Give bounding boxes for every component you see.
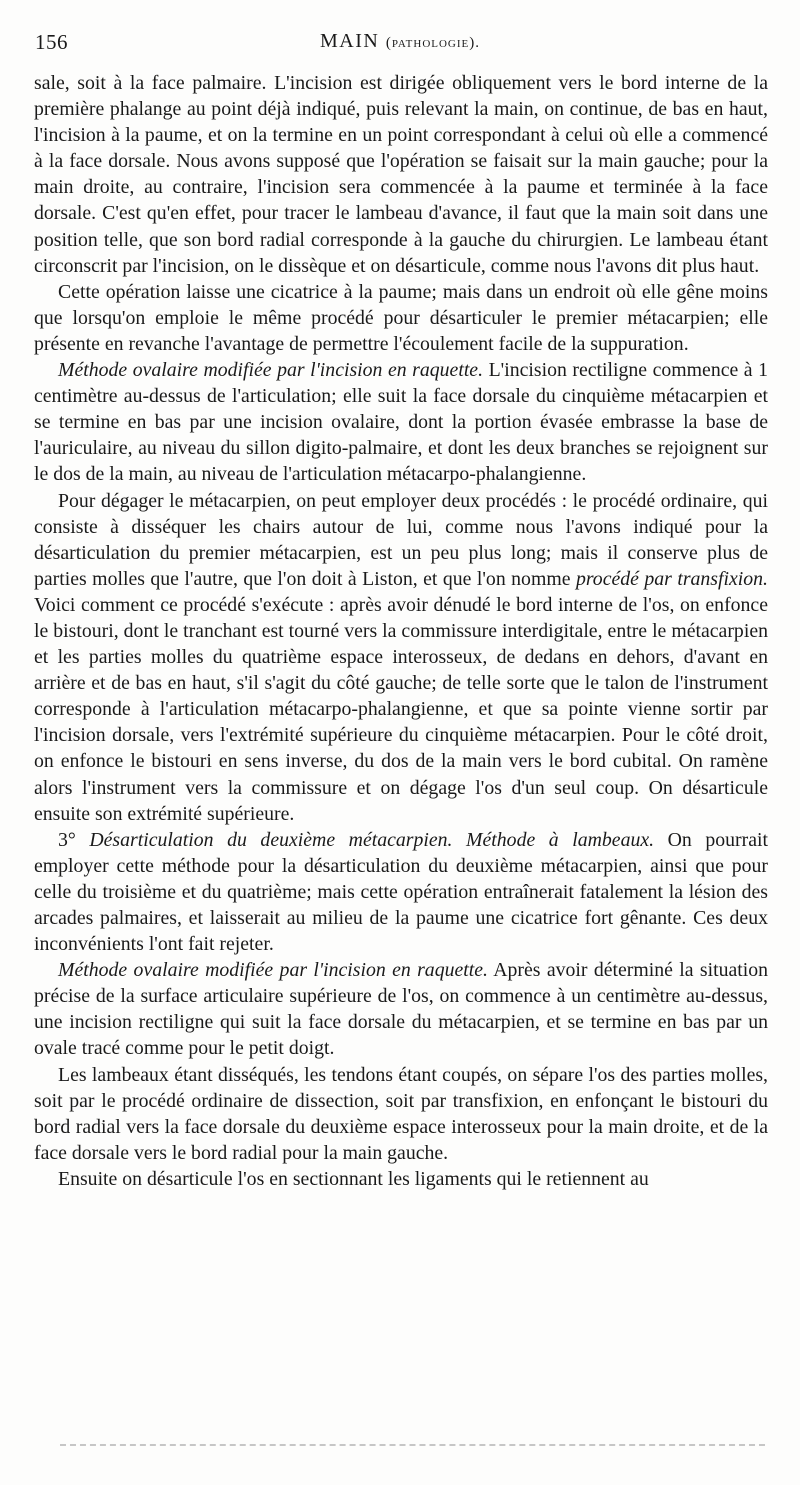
paragraph bbox=[34, 1166, 768, 1192]
page-header bbox=[35, 30, 765, 56]
italic-run: Désarticulation du deuxième métacarpien. Méthode à lambeaux. bbox=[89, 828, 655, 851]
text-run: Après avoir déterminé la situation précise de la surface articulaire supérieure de l'os, on commence à un centimètre au-dessus, une incision rectiligne qui suit la face dorsale du métacarpien, et se termine en bas par un ovale tracé comme pour le petit doigt. bbox=[34, 959, 769, 1060]
paragraph bbox=[34, 488, 768, 827]
paragraph bbox=[34, 279, 768, 357]
text-run: Les lambeaux étant disséqués, les tendons étant coupés, on sépare l'os des parties molles, soit par le procédé ordinaire de dissection, soit par transfixion, en enfonçant le bistouri du bord radial vers la face dorsale du deuxième espace interosseux pour la main droite, et de la face dorsale vers le bord radial pour la main gauche. bbox=[34, 1063, 768, 1164]
paragraph bbox=[34, 827, 768, 957]
body-text bbox=[34, 70, 768, 1192]
text-run: Cette opération laisse une cicatrice à la paume; mais dans un endroit où elle gêne moins que lorsqu'on emploie le même procédé pour désarticuler le premier métacarpien; elle présente en revanche l'avantage de permettre l'écoulement facile de la suppuration. bbox=[34, 280, 768, 355]
paragraph bbox=[34, 1062, 768, 1166]
text-run: 3° bbox=[58, 828, 90, 851]
italic-run: Méthode ovalaire modifiée par l'incision en raquette. bbox=[58, 359, 484, 382]
text-run: Ensuite on désarticule l'os en sectionnant les ligaments qui le retiennent au bbox=[58, 1167, 649, 1190]
running-head-subtitle: (pathologie). bbox=[385, 35, 480, 51]
paragraph bbox=[34, 357, 768, 487]
running-head bbox=[35, 30, 765, 53]
page-number: 156 bbox=[35, 30, 68, 54]
italic-run: Méthode ovalaire modifiée par l'incision en raquette. bbox=[58, 959, 488, 982]
footer-rule bbox=[60, 1444, 765, 1446]
text-run: L'incision rectiligne commence à 1 centimètre au-dessus de l'articulation; elle suit la face dorsale du cinquième métacarpien et se termine en bas par une incision ovalaire, dont la portion évasée embrasse la base de l'auriculaire, au niveau du sillon digito-palmaire, et dont les deux branches se rejoignent sur le dos de la main, au niveau de l'articulation métacarpo-phalangienne. bbox=[34, 359, 768, 486]
italic-run: procédé par transfixion. bbox=[575, 567, 768, 590]
text-run: Pour dégager le métacarpien, on peut employer deux procédés : le procédé ordinaire, qui consiste à disséquer les chairs autour de lui, comme nous l'avons indiqué pour la désarticulation du premier métacarpien, est un peu plus long; mais il conserve plus de parties molles que l'autre, que l'on doit à Liston, et que l'on nomme bbox=[34, 489, 768, 590]
paragraph bbox=[34, 957, 768, 1061]
paragraph bbox=[34, 70, 768, 279]
text-run: Voici comment ce procédé s'exécute : après avoir dénudé le bord interne de l'os, on enfonce le bistouri, dont le tranchant est tourné vers la commissure interdigitale, entre le métacarpien et les parties molles du quatrième espace interosseux, de dedans en dehors, d'avant en arrière et de bas en haut, s'il s'agit du côté gauche; de telle sorte que le talon de l'instrument corresponde à l'articulation métacarpo-phalangienne, et que sa pointe vienne sortir par l'incision dorsale, vers l'extrémité supérieure du cinquième métacarpien. Pour le côté droit, on enfonce le bistouri en sens inverse, du dos de la main vers le bord cubital. On ramène alors l'instrument vers la commissure et on dégage l'os d'un seul coup. On désarticule ensuite son extrémité supérieure. bbox=[34, 593, 768, 825]
text-run: On pourrait employer cette méthode pour la désarticulation du deuxième métacarpien, ainsi que pour celle du troisième et du quatrième; mais cette opération entraînerait fatalement la lésion des arcades palmaires, et laisserait au milieu de la paume une cicatrice fort gênante. Ces deux inconvénients l'ont fait rejeter. bbox=[34, 828, 768, 956]
running-head-title: MAIN bbox=[319, 30, 380, 52]
text-run: sale, soit à la face palmaire. L'incision est dirigée obliquement vers le bord interne de la première phalange au point déjà indiqué, puis relevant la main, on continue, de bas en haut, l'incision à la paume, et on la termine en un point correspondant à celui où elle a commencé à la face dorsale. Nous avons supposé que l'opération se faisait sur la main gauche; pour la main droite, au contraire, l'incision sera commencée à la paume et terminée à la face dorsale. C'est qu'en effet, pour tracer le lambeau d'avance, il faut que la main soit dans une position telle, que son bord radial corresponde à la gauche du chirurgien. Le lambeau étant circonscrit par l'incision, on le dissèque et on désarticule, comme nous l'avons dit plus haut. bbox=[34, 72, 768, 277]
